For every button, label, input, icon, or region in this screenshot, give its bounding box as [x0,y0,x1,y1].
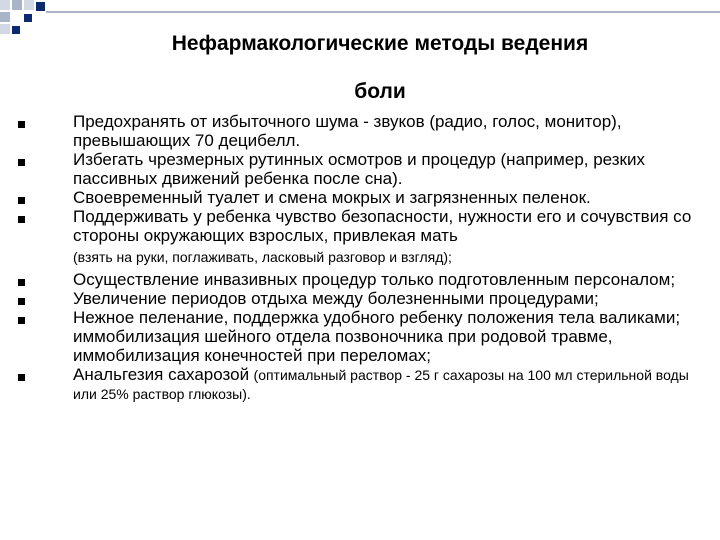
item-text: Своевременный туалет и смена мокрых и загрязненных пеленок. [73,188,591,207]
decor-line [46,11,720,13]
bullet-square-icon [18,197,25,204]
item-text: Увеличение периодов отдыха между болезненными процедурами; [73,288,599,308]
list-item [18,151,708,189]
decor-square [24,0,34,10]
bullet-square-icon [18,159,25,166]
list-item [18,189,708,208]
list-item [18,208,708,267]
decor-square [0,12,10,22]
item-text: Избегать чрезмерных рутинных осмотров и процедур (например, резких пассивных движений ребенка после сна). [73,150,645,188]
bullet-square-icon [18,279,25,286]
decor-square [0,24,10,34]
decor-square [24,14,32,22]
bullet-square-icon [18,121,25,128]
list-item [18,271,708,290]
item-note: (оптимальный раствор - 25 г сахарозы на 100 мл стерильной воды или 25% раствор глюкозы). [73,366,689,402]
bullet-square-icon [18,317,25,324]
decor-square [36,2,45,11]
decor-square [0,0,10,10]
bullet-list [18,113,708,404]
slide-title [40,30,720,105]
bullet-square-icon [18,374,25,381]
title-line-2: боли [354,80,406,103]
title-line-1: Нефармакологические методы ведения [171,32,589,55]
decor-square [12,26,20,34]
list-item [18,309,708,366]
item-text: Осуществление инвазивных процедур только подготовленным персоналом; [73,269,676,289]
decor-square [12,12,22,22]
list-item [18,290,708,309]
list-item [18,366,708,404]
list-item [18,113,708,151]
item-text: Нежное пеленание, поддержка удобного ребенку положения тела валиками; иммобилизация шейного отдела позвоночника при родовой травме, иммобилизация конечностей при переломах; [73,307,681,365]
item-text: Анальгезия сахарозой [73,364,250,384]
item-text: Предохранять от избыточного шума - звуков (радио, голос, монитор), превышающих 70 децибелл. [73,112,622,150]
bullet-square-icon [18,298,25,305]
decor-square [12,0,22,10]
bullet-square-icon [18,216,25,223]
item-note: (взять на руки, поглаживать, ласковый разговор и взгляд); [73,249,452,265]
item-text: Поддерживать у ребенка чувство безопасности, нужности его и сочувствия со стороны окружающих взрослых, привлекая мать [73,207,692,245]
